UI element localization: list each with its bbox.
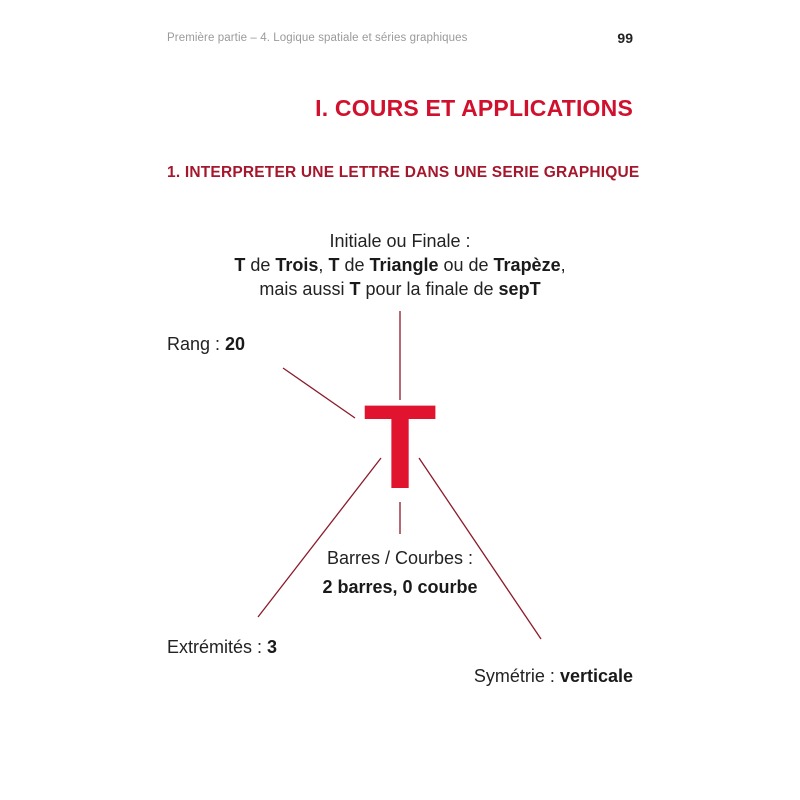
rang-value: 20	[225, 334, 246, 354]
symetrie-label	[474, 664, 633, 688]
word-sept: sepT	[498, 279, 541, 299]
letter-t-3: T	[349, 279, 361, 299]
initiale-heading: Initiale ou Finale :	[329, 231, 471, 251]
word-triangle: Triangle	[369, 255, 439, 275]
text-de-1: de	[245, 255, 276, 275]
text-mais-aussi: mais aussi	[259, 279, 350, 299]
running-header: Première partie – 4. Logique spatiale et séries graphiques	[167, 32, 468, 44]
letter-t-2: T	[328, 255, 340, 275]
extremites-value: 3	[267, 637, 278, 657]
text-pour-finale: pour la finale de	[360, 279, 499, 299]
letter-t-1: T	[234, 255, 246, 275]
text-de-2: de	[339, 255, 370, 275]
text-comma: ,	[318, 255, 329, 275]
text-ou-de: ou de	[438, 255, 494, 275]
barres-courbes-block	[200, 546, 600, 599]
symetrie-value: verticale	[559, 666, 633, 686]
featured-letter: T	[363, 380, 437, 514]
page-number: 99	[617, 30, 633, 46]
connector-rang	[283, 368, 355, 418]
section-title: I. COURS ET APPLICATIONS	[315, 95, 633, 121]
barres-heading: Barres / Courbes :	[326, 548, 474, 568]
word-trois: Trois	[275, 255, 319, 275]
rang-text: Rang :	[167, 334, 226, 354]
barres-value: 2 barres, 0 courbe	[322, 577, 478, 597]
extremites-text: Extrémités :	[167, 637, 268, 657]
text-line-end: ,	[560, 255, 566, 275]
word-trapeze: Trapèze	[493, 255, 561, 275]
symetrie-text: Symétrie :	[473, 666, 560, 686]
subsection-title: 1. INTERPRETER UNE LETTRE DANS UNE SERIE GRAPHIQUE	[167, 164, 640, 181]
extremites-label	[167, 635, 277, 659]
